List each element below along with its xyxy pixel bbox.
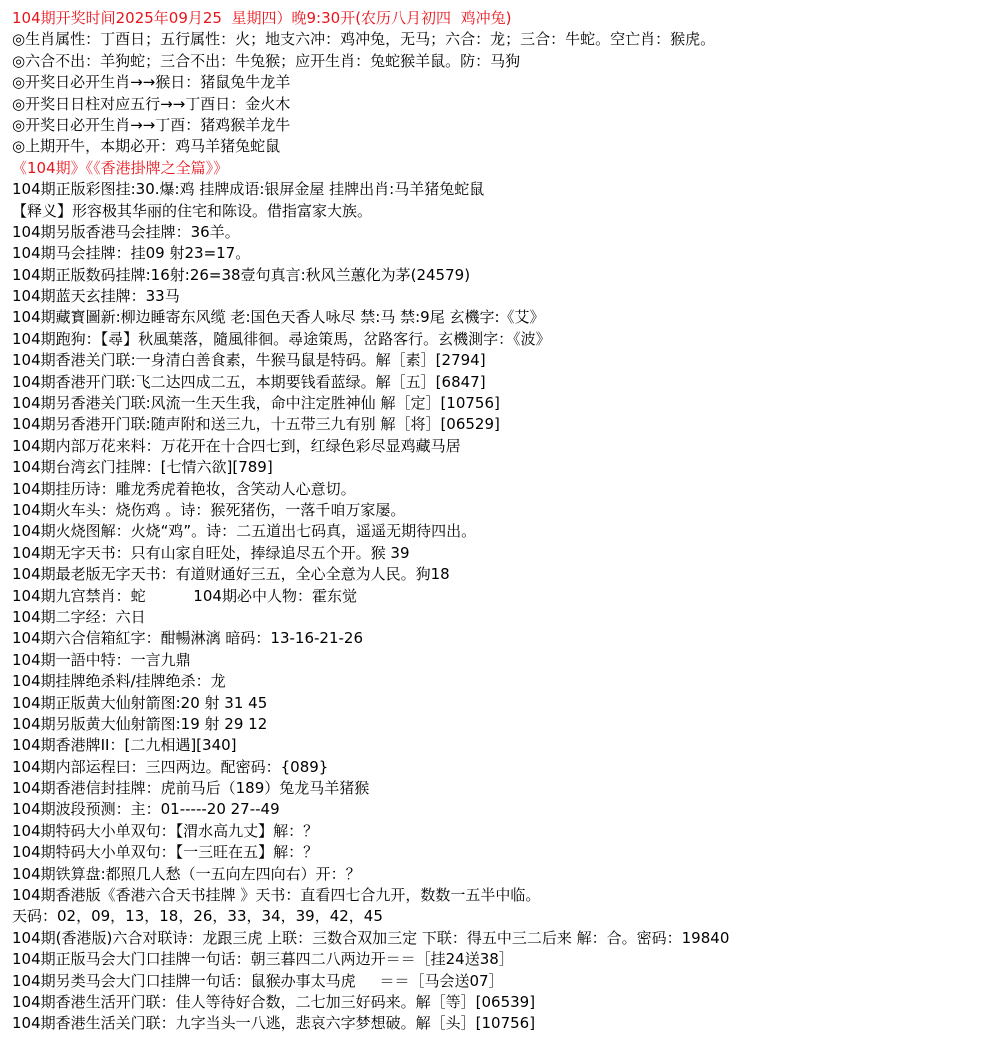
text-line: ◎开奖日日柱对应五行→→丁酉日：金火木 xyxy=(12,94,291,113)
text-line: 104期藏寳圖新:柳边睡寄东风缆 老:国色天香人咏尽 禁:马 禁:9尾 玄機字:《艾》 xyxy=(12,308,545,327)
text-line: 104期马会挂牌：挂09 射23=17。 xyxy=(12,244,251,263)
text-line: 104期香港生活关门联：九字当头一八逃，悲哀六字梦想破。解［头］[10756] xyxy=(12,1014,536,1033)
text-line: 104期特码大小单双句：【一三旺在五】解：？ xyxy=(12,843,319,862)
text-line: ◎上期开牛，本期必开：鸡马羊猪兔蛇鼠 xyxy=(12,137,281,156)
text-line: 104期香港信封挂牌：虎前马后（189）兔龙马羊猪猴 xyxy=(12,779,370,798)
text-line: 104期一語中特：一言九鼎 xyxy=(12,650,191,669)
text-line: 104期(香港版)六合对联诗：龙跟三虎 上联：三数合双加三定 下联：得五中三二后来 解：合。密码：19840 xyxy=(12,928,730,947)
text-line: 104期正版数码挂牌:16射:26=38壹句真言:秋风兰蕙化为茅(24579) xyxy=(12,265,471,284)
text-line: 104期挂历诗：雕龙秀虎着艳妆，含笑动人心意切。 xyxy=(12,479,356,498)
text-line: 104期跑狗：【尋】秋風葉落，隨風徘徊。尋途策馬，岔路客行。玄機測字：《波》 xyxy=(12,329,551,348)
text-line: 104期正版黄大仙射箭图:20 射 31 45 xyxy=(12,693,268,712)
text-line: 104期波段预测：主：01-----20 27--49 xyxy=(12,800,280,819)
text-line: 104期香港牌II：[二九相遇][340] xyxy=(12,736,237,755)
text-line: 104期火烧图解：火烧“鸡”。诗：二五道出七码真，遥遥无期待四出。 xyxy=(12,522,477,541)
text-line: ◎六合不出：羊狗蛇；三合不出：牛兔猴；应开生肖：兔蛇猴羊鼠。防：马狗 xyxy=(12,51,521,70)
text-line: 104期正版彩图挂:30.爆:鸡 挂牌成语:银屏金屋 挂牌出肖:马羊猪兔蛇鼠 xyxy=(12,180,485,199)
text-line: 104期另版黄大仙射箭图:19 射 29 12 xyxy=(12,714,268,733)
text-line: 【释义】形容极其华丽的住宅和陈设。借指富家大族。 xyxy=(12,201,373,220)
text-line: 104期火车头：烧伤鸡 。诗：猴死猪伤，一落千咱万家屡。 xyxy=(12,500,406,519)
text-line: 104期香港版《香港六合天书挂牌 》天书：直看四七合九开，数数一五半中临。 xyxy=(12,886,541,905)
text-line: 104期另香港开门联:随声附和送三九，十五带三九有别 解［将］[06529] xyxy=(12,415,500,434)
text-line: 天码：02，09，13，18，26，33，34，39，42，45 xyxy=(12,907,383,926)
text-line: 104期香港开门联:飞二达四成二五，本期要钱看蓝绿。解［五］[6847] xyxy=(12,372,486,391)
text-line: 104期内部万花来料：万花开在十合四七到，红绿色彩尽显鸡藏马居 xyxy=(12,436,461,455)
text-line: 104期挂牌绝杀料/挂牌绝杀：龙 xyxy=(12,672,226,691)
text-line: ◎开奖日必开生肖→→丁酉：猪鸡猴羊龙牛 xyxy=(12,115,291,134)
text-line: 104期二字经：六日 xyxy=(12,607,146,626)
text-line: 104期六合信箱紅字：酣暢淋漓 暗码：13-16-21-26 xyxy=(12,629,363,648)
text-line: 104期另香港关门联:风流一生天生我，命中注定胜神仙 解［定］[10756] xyxy=(12,394,500,413)
text-line: 104期无字天书：只有山家自旺处，捧绿追尽五个开。猴 39 xyxy=(12,543,410,562)
text-line: 104期铁算盘:都照几人愁（一五向左四向右）开：？ xyxy=(12,864,361,883)
text-line: 104期特码大小单双句：【渭水高九丈】解：？ xyxy=(12,821,319,840)
text-line: 104期蓝天玄挂牌：33马 xyxy=(12,287,180,306)
text-line: 104期香港生活开门联：佳人等待好合数，二七加三好码来。解［等］[06539] xyxy=(12,992,536,1011)
text-line: 104期内部运程曰：三四两边。配密码：{089} xyxy=(12,757,329,776)
text-line: 104期最老版无字天书：有道财通好三五，全心全意为人民。狗18 xyxy=(12,565,450,584)
text-line: ◎生肖属性：丁酉日；五行属性：火；地支六冲：鸡冲兔，无马；六合：龙；三合：牛蛇。空亡肖：猴虎。 xyxy=(12,30,716,49)
text-line: 104期九宫禁肖：蛇 104期必中人物：霍东觉 xyxy=(12,586,357,605)
text-line: 104期另类马会大门口挂牌一句话：鼠猴办事太马虎 ＝＝［马会送07］ xyxy=(12,971,504,990)
text-line: 104期台湾玄门挂牌：[七情六欲][789] xyxy=(12,458,273,477)
text-line: ◎开奖日必开生肖→→猴日：猪鼠兔牛龙羊 xyxy=(12,73,291,92)
heading-line: 104期开奖时间2025年09月25 星期四）晚9:30开(农历八月初四 鸡冲兔) xyxy=(12,9,512,27)
text-line: 104期香港关门联:一身清白善食素，牛猴马鼠是特码。解［素］[2794] xyxy=(12,351,486,370)
heading-line: 《104期》《《香港掛牌之全篇》》 xyxy=(12,158,229,177)
text-line: 104期另版香港马会挂牌：36羊。 xyxy=(12,222,240,241)
text-line: 104期正版马会大门口挂牌一句话：朝三暮四二八两边开＝＝［挂24送38］ xyxy=(12,950,514,969)
